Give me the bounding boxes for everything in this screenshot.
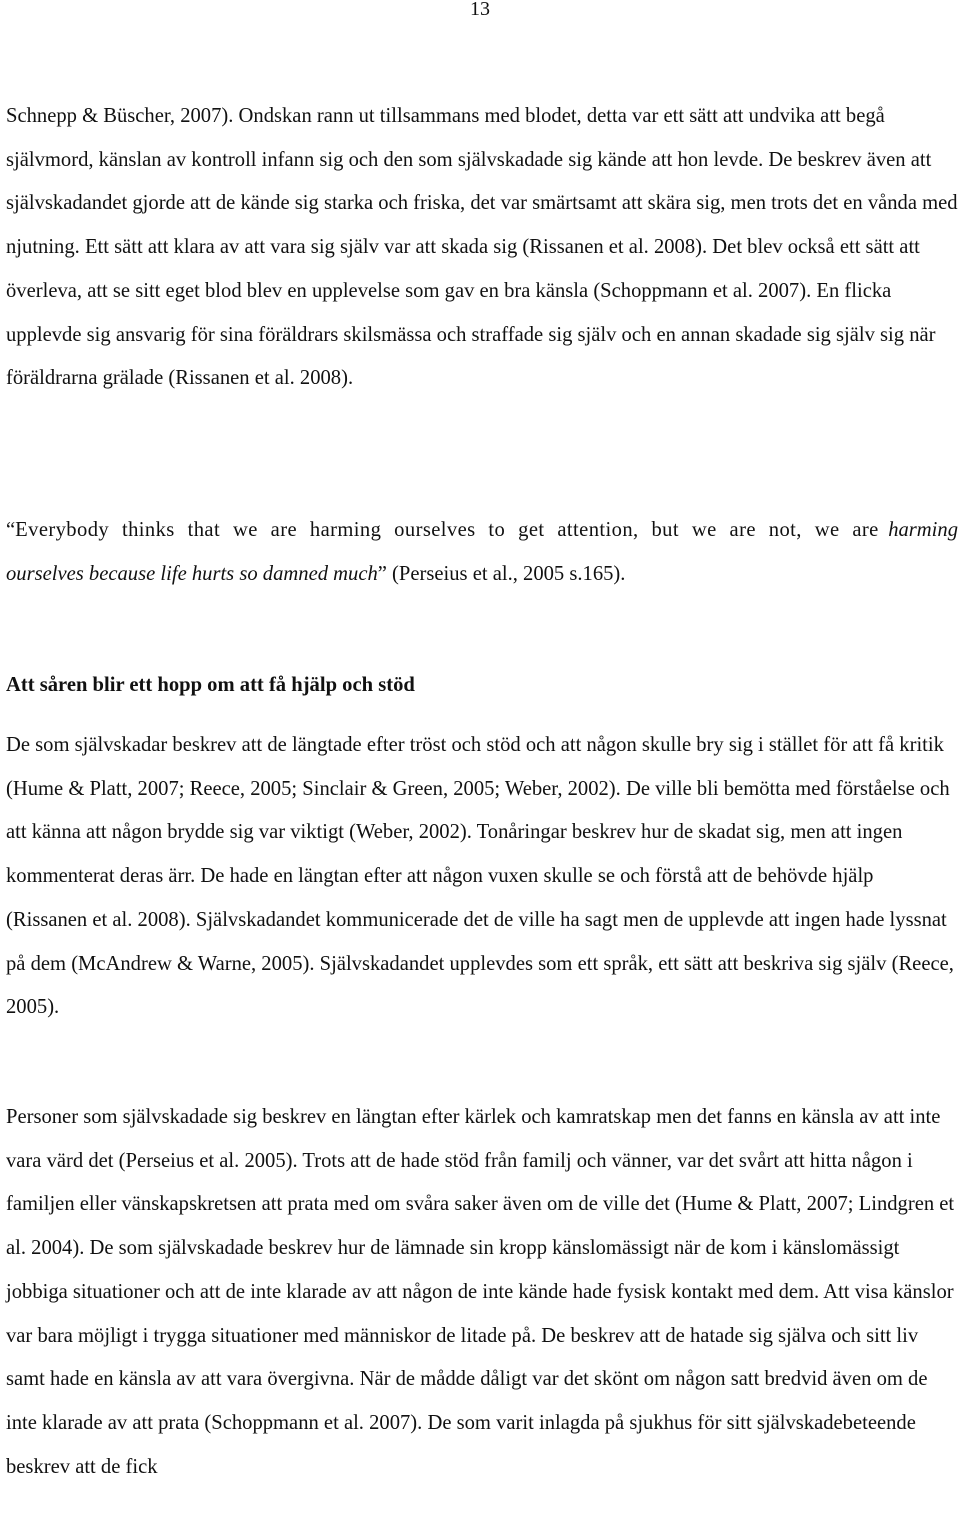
body-paragraph-2: De som självskadar beskrev att de längtade efter tröst och stöd och att någon skulle bry sig i stället för att få kritik (Hume & Platt, 2007; Reece, 2005; Sinclair & Green, 2005; Weber, 2002). De ville bli bemötta med förståelse och att känna att någon brydde sig var viktigt (Weber, 2002). Tonåringar beskrev hur de skadat sig, men att ingen kommenterat deras ärr. De hade en längtan efter att någon vuxen skulle se och förstå att de behövde hjälp (Rissanen et al. 2008). Självskadandet kommunicerade det de ville ha sagt men de upplevde att ingen hade lyssnat på dem (McAndrew & Warne, 2005). Självskadandet upplevdes som ett språk, ett sätt att beskriva sig själv (Reece, 2005). xyxy=(6,734,954,1019)
quote-close-mark: ” xyxy=(377,562,387,585)
body-paragraph-1: Schnepp & Büscher, 2007). Ondskan rann ut tillsammans med blodet, detta var ett sätt att undvika att begå självmord, känslan av kontroll infann sig och den som självskadade sig kände att hon levde. De beskrev även att självskadandet gjorde att de kände sig starka och friska, det var smärtsamt att skära sig, men trots det en vånda med njutning. Ett sätt att klara av att vara sig själv var att skada sig (Rissanen et al. 2008). Det blev också ett sätt att överleva, att se sitt eget blod blev en upplevelse som gav en bra känsla (Schoppmann et al. 2007). En flicka upplevde sig ansvarig för sina föräldrars skilsmässa och straffade sig själv och en annan skadade sig själv sig när föräldrarna grälade (Rissanen et al. 2008). xyxy=(6,105,958,390)
page-number: 13 xyxy=(470,0,490,20)
quote-open-mark: “ xyxy=(6,519,16,541)
quote-citation: (Perseius et al., 2005 s.165). xyxy=(386,562,626,585)
body-paragraph-3: Personer som självskadade sig beskrev en längtan efter kärlek och kamratskap men det fanns en känsla av att inte vara värd det (Perseius et al. 2005). Trots att de hade stöd från familj och vänner, var det svårt att hitta någon i familjen eller vänskapskretsen att prata med om svåra saker även om de ville det (Hume & Platt, 2007; Lindgren et al. 2004). De som självskadade beskrev hur de lämnade sin kropp känslomässigt när de kom i känslomässigt jobbiga situationer och att de inte klarade av att någon de inte kände hade fysisk kontakt med dem. Att visa känslor var bara möjligt i trygga situationer med människor de litade på. De beskrev att de hatade sig själva och sitt liv samt hade en känsla av att vara övergivna. När de mådde dåligt var det skönt om någon satt bredvid även om de inte klarade av att prata (Schoppmann et al. 2007). De som varit inlagda på sjukhus för sitt självskadebeteende beskrev att de fick xyxy=(6,1106,955,1478)
quote-lead-text: Everybody thinks that we are harming ourselves to get attention, but we are not, we are xyxy=(15,519,879,541)
block-quote xyxy=(6,509,958,596)
section-heading: Att såren blir ett hopp om att få hjälp och stöd xyxy=(6,674,415,696)
quote-italic-text: harming ourselves because life hurts so damned much xyxy=(6,519,958,585)
